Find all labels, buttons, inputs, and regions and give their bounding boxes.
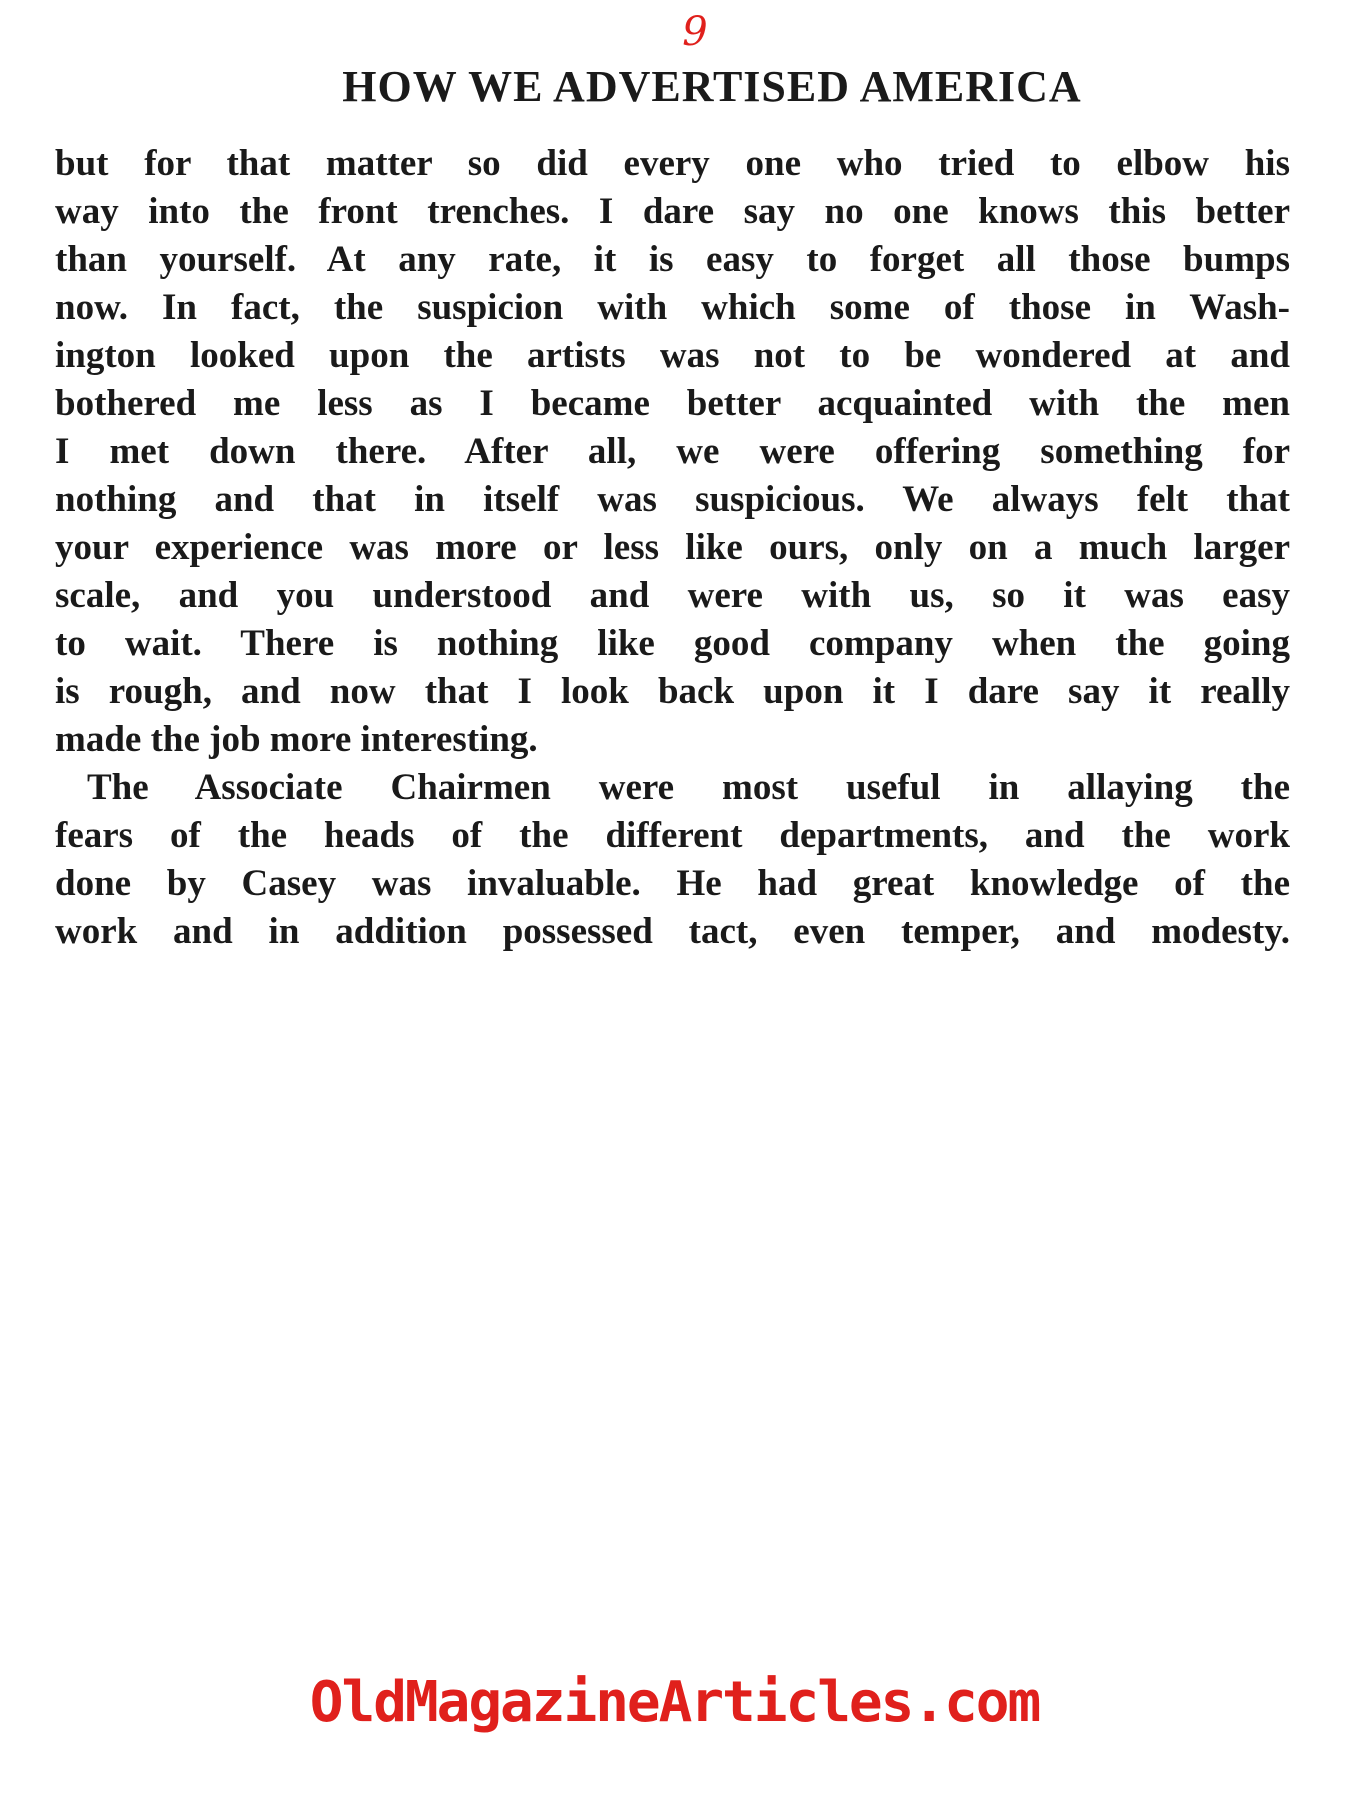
text-line: I met down there. After all, we were offering something for bbox=[55, 431, 1290, 472]
paragraph-1 bbox=[55, 140, 1290, 764]
text-line: fears of the heads of the different departments, and the work bbox=[55, 815, 1290, 856]
text-line: done by Casey was invaluable. He had great knowledge of the bbox=[55, 863, 1290, 904]
paragraph-2 bbox=[55, 764, 1290, 956]
text-line: now. In fact, the suspicion with which some of those in Wash- bbox=[55, 287, 1290, 328]
text-line: scale, and you understood and were with us, so it was easy bbox=[55, 575, 1290, 616]
text-line: made the job more interesting. bbox=[55, 719, 538, 760]
text-line: way into the front trenches. I dare say no one knows this better bbox=[55, 191, 1290, 232]
text-line: than yourself. At any rate, it is easy to forget all those bumps bbox=[55, 239, 1290, 280]
text-line: nothing and that in itself was suspicious. We always felt that bbox=[55, 479, 1290, 520]
text-line: but for that matter so did every one who tried to elbow his bbox=[55, 143, 1290, 184]
text-line: The Associate Chairmen were most useful in allaying the bbox=[87, 767, 1290, 808]
text-line: your experience was more or less like ours, only on a much larger bbox=[55, 527, 1290, 568]
running-head: HOW WE ADVERTISED AMERICA bbox=[342, 62, 1082, 111]
text-line: bothered me less as I became better acquainted with the men bbox=[55, 383, 1290, 424]
article-body bbox=[55, 140, 1290, 956]
page-number: 9 bbox=[682, 9, 708, 55]
site-watermark: OldMagazineArticles.com bbox=[309, 1670, 1040, 1735]
text-line: work and in addition possessed tact, even temper, and modesty. bbox=[55, 911, 1290, 952]
text-line: is rough, and now that I look back upon it I dare say it really bbox=[55, 671, 1290, 712]
text-line: to wait. There is nothing like good company when the going bbox=[55, 623, 1290, 664]
text-line: ington looked upon the artists was not to be wondered at and bbox=[55, 335, 1290, 376]
